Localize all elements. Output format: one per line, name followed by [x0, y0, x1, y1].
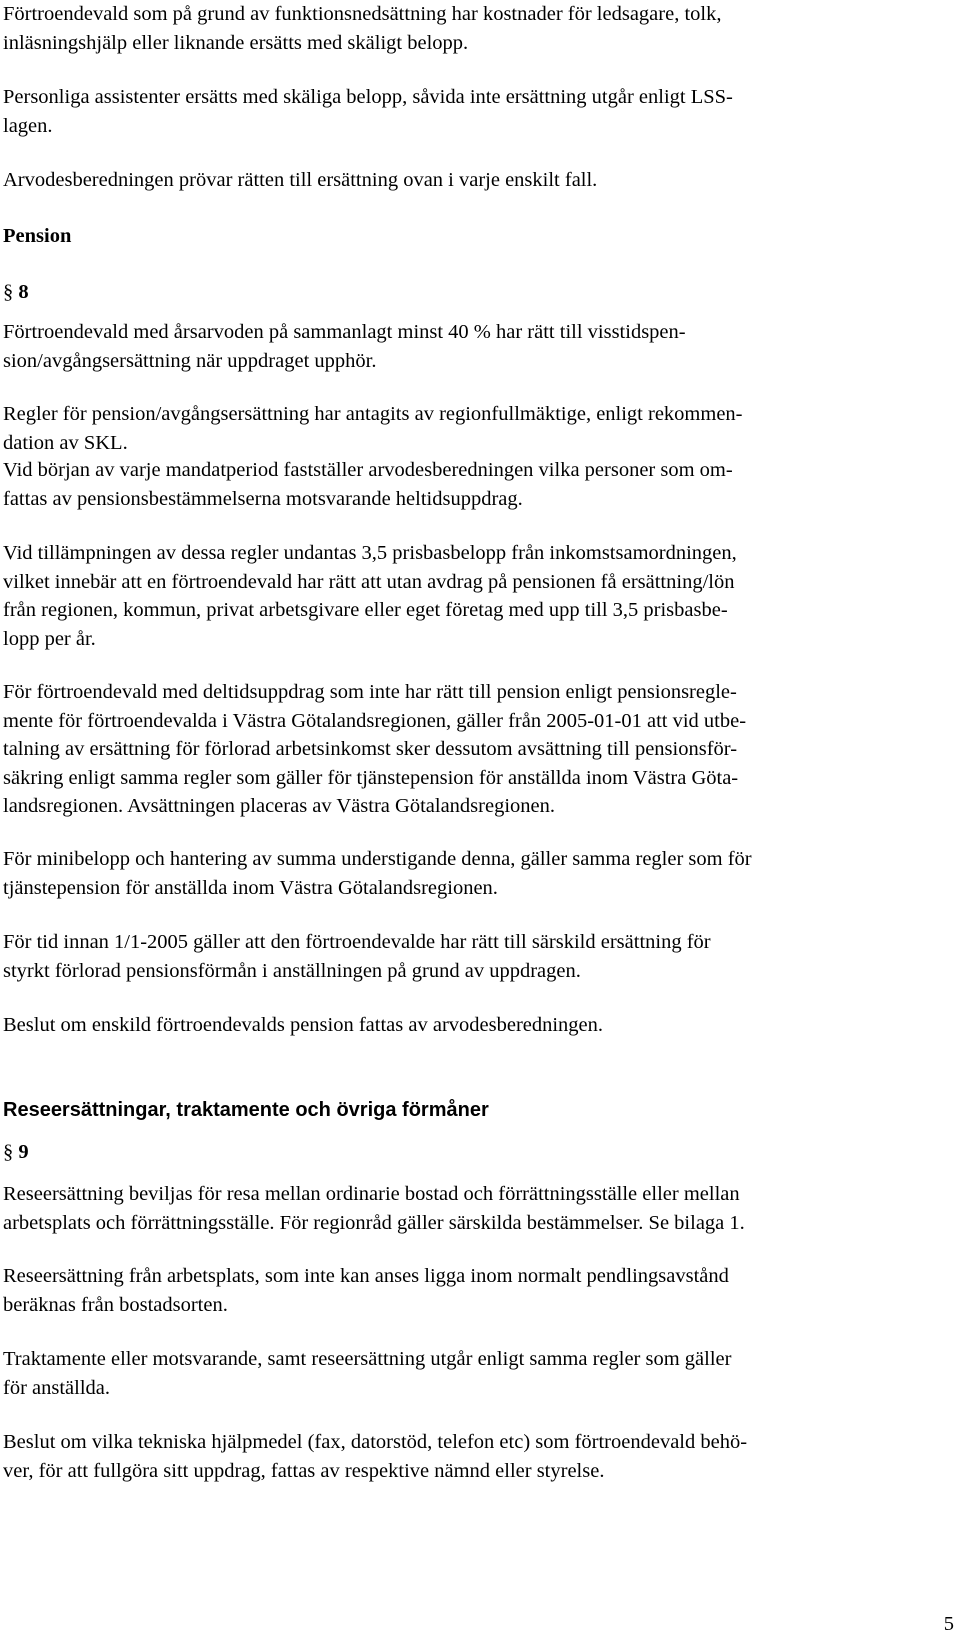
text-line: ver, för att fullgöra sitt uppdrag, fattas av respektive nämnd eller styrelse. [3, 1459, 605, 1482]
paragraph-minimum-amount [3, 845, 913, 902]
paragraph-commuting [3, 1262, 913, 1319]
paragraph-pension-decision [3, 1011, 913, 1040]
paragraph-rules-adopted [3, 400, 913, 457]
text-line: Regler för pension/avgångsersättning har antagits av regionfullmäktige, enligt rekommen- [3, 403, 743, 425]
text-line: Traktamente eller motsvarande, samt reseersättning utgår enligt samma regler som gäller [3, 1348, 732, 1370]
text-line: inläsningshjälp eller liknande ersätts med skäligt belopp. [3, 31, 469, 54]
text-line: dation av SKL. [3, 431, 128, 454]
section-symbol: § [3, 281, 14, 303]
text-line: lopp per år. [3, 627, 96, 650]
paragraph-pension-right [3, 318, 913, 375]
section-symbol: § [3, 1141, 14, 1163]
paragraph-technical-aids [3, 1428, 913, 1485]
text-line: beräknas från bostadsorten. [3, 1293, 228, 1316]
section-number-8 [3, 278, 29, 306]
paragraph-personal-assistants [3, 83, 913, 140]
text-line: För tid innan 1/1-2005 gäller att den förtroendevalde har rätt till särskild ersättning för [3, 931, 711, 953]
text-line: sion/avgångsersättning när uppdraget upphör. [3, 349, 377, 372]
text-line: styrkt förlorad pensionsförmån i anställningen på grund av uppdragen. [3, 959, 581, 982]
text-line: Vid tillämpningen av dessa regler undantas 3,5 prisbasbelopp från inkomstsamordningen, [3, 542, 737, 564]
text-line: Förtroendevald med årsarvoden på sammanlagt minst 40 % har rätt till visstidspen- [3, 321, 686, 343]
text-line: För förtroendevald med deltidsuppdrag som inte har rätt till pension enligt pensionsregle- [3, 681, 737, 703]
text-line: lagen. [3, 114, 53, 137]
paragraph-income-coordination [3, 539, 913, 653]
text-line: från regionen, kommun, privat arbetsgivare eller eget företag med upp till 3,5 prisbasbe- [3, 599, 728, 621]
text-line: Beslut om vilka tekniska hjälpmedel (fax, datorstöd, telefon etc) som förtroendevald behö- [3, 1431, 748, 1453]
section-number: 9 [18, 1141, 29, 1163]
text-line: tjänstepension för anställda inom Västra Götalandsregionen. [3, 876, 498, 899]
paragraph-subsistence [3, 1345, 913, 1402]
text-line: arbetsplats och förrättningsställe. För regionråd gäller särskilda bestämmelser. Se bilaga 1. [3, 1211, 745, 1234]
text-line: talning av ersättning för förlorad arbetsinkomst sker dessutom avsättning till pensionsför- [3, 738, 738, 760]
paragraph-before-2005 [3, 928, 913, 985]
text-line: fattas av pensionsbestämmelserna motsvarande heltidsuppdrag. [3, 487, 523, 510]
text-line: Reseersättning från arbetsplats, som inte kan anses ligga inom normalt pendlingsavstånd [3, 1265, 729, 1287]
section-title-pension: Pension [3, 225, 72, 247]
paragraph-part-time [3, 678, 913, 821]
text-line: säkring enligt samma regler som gäller för tjänstepension för anställda inom Västra Göta- [3, 766, 739, 789]
text-line: Vid början av varje mandatperiod fastställer arvodesberedningen vilka personer som om- [3, 459, 733, 481]
paragraph-review [3, 166, 913, 195]
section-number-9 [3, 1138, 29, 1166]
text-line: För minibelopp och hantering av summa understigande denna, gäller samma regler som för [3, 848, 752, 870]
text-line: vilket innebär att en förtroendevald har rätt att utan avdrag på pensionen få ersättning/lön [3, 570, 735, 593]
paragraph-travel-allowance [3, 1180, 913, 1237]
paragraph-mandate-period [3, 456, 913, 513]
page-number: 5 [943, 1613, 954, 1635]
text-line: Beslut om enskild förtroendevalds pension fattas av arvodesberedningen. [3, 1014, 604, 1036]
text-line: landsregionen. Avsättningen placeras av Västra Götalandsregionen. [3, 795, 555, 817]
text-line: Förtroendevald som på grund av funktionsnedsättning har kostnader för ledsagare, tolk, [3, 3, 722, 25]
text-line: Reseersättning beviljas för resa mellan ordinarie bostad och förrättningsställe eller mellan [3, 1183, 740, 1205]
text-line: mente för förtroendevalda i Västra Götalandsregionen, gäller från 2005-01-01 att vid utbe- [3, 709, 747, 732]
text-line: Arvodesberedningen prövar rätten till ersättning ovan i varje enskilt fall. [3, 169, 598, 191]
text-line: för anställda. [3, 1376, 111, 1399]
text-line: Personliga assistenter ersätts med skäliga belopp, såvida inte ersättning utgår enligt LSS- [3, 86, 733, 108]
paragraph-disability-costs [3, 0, 913, 57]
heading-travel-allowances: Reseersättningar, traktamente och övriga förmåner [3, 1099, 489, 1121]
section-number: 8 [18, 281, 29, 303]
